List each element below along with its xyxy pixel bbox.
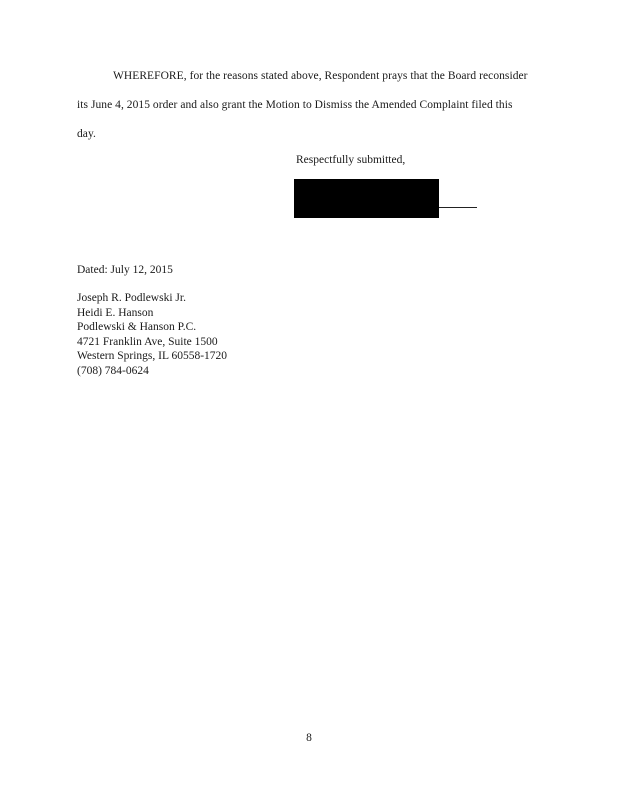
attorney-name-2: Heidi E. Hanson [77, 306, 154, 319]
date-line: Dated: July 12, 2015 [77, 264, 173, 276]
redaction-block [294, 179, 439, 218]
body-text-line-1: WHEREFORE, for the reasons stated above, Respondent prays that the Board reconsider [113, 70, 528, 82]
city-state-zip: Western Springs, IL 60558-1720 [77, 350, 228, 362]
signature-line [439, 207, 477, 208]
phone-number: (708) 784-0624 [77, 364, 149, 377]
attorney-address-block [77, 291, 227, 378]
page-number: 8 [306, 732, 312, 744]
body-text-line-3: day. [77, 128, 96, 140]
street-address: 4721 Franklin Ave, Suite 1500 [77, 335, 218, 348]
firm-name: Podlewski & Hanson P.C. [77, 321, 197, 333]
body-text-line-2: its June 4, 2015 order and also grant the Motion to Dismiss the Amended Complaint filed this [77, 99, 513, 111]
attorney-name-1: Joseph R. Podlewski Jr. [77, 292, 186, 304]
closing-text: Respectfully submitted, [296, 154, 406, 166]
